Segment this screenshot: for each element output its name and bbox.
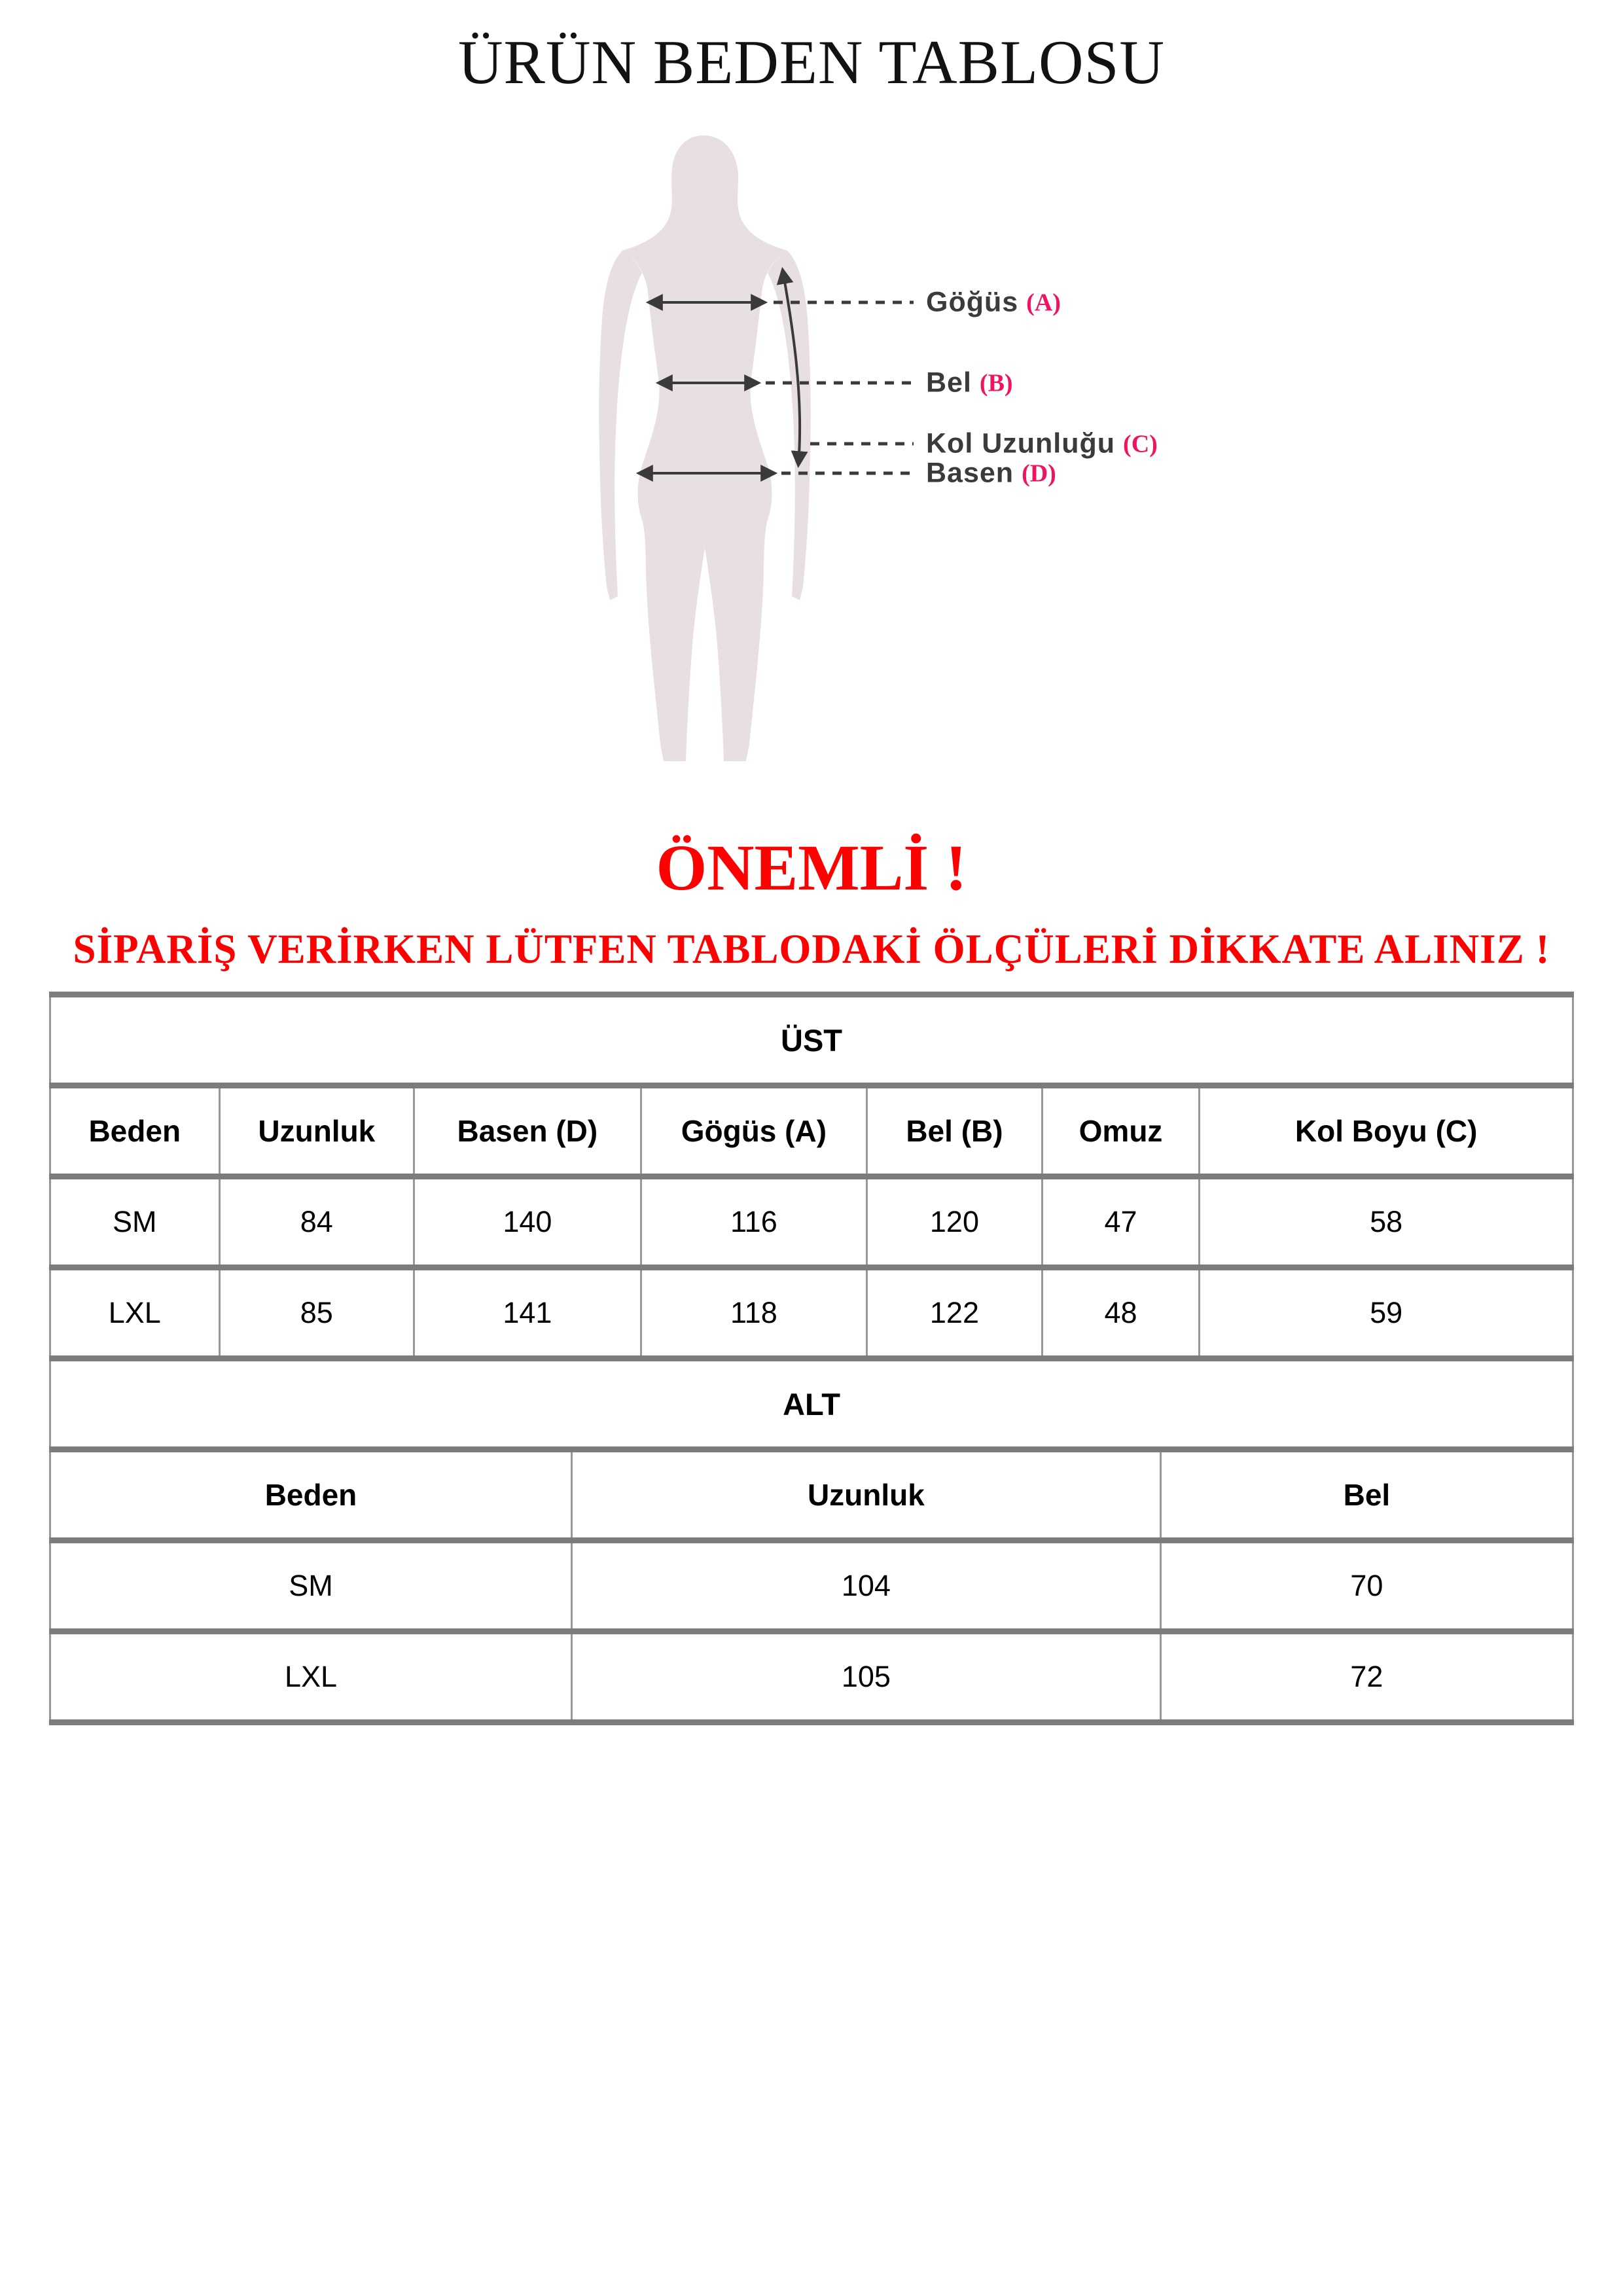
ust-lxl-kolboyu: 59: [1200, 1268, 1573, 1356]
ust-sm-gogus: 116: [641, 1177, 867, 1268]
ust-header-basen: Basen (D): [414, 1086, 641, 1177]
silhouette-left-arm: [599, 251, 642, 600]
alt-lxl-size: LXL: [50, 1632, 572, 1723]
label-hip-text: Basen: [926, 457, 1014, 489]
ust-header-bel: Bel (B): [867, 1086, 1043, 1177]
alt-sm-bel: 70: [1160, 1541, 1573, 1632]
table-row: [50, 1268, 1573, 1356]
label-waist: [926, 367, 1013, 399]
page-title: ÜRÜN BEDEN TABLOSU: [457, 27, 1166, 97]
alt-section-row: [50, 1359, 1573, 1450]
ust-lxl-size: LXL: [50, 1268, 220, 1356]
ust-sm-size: SM: [50, 1177, 220, 1268]
measurement-diagram: [543, 115, 1361, 779]
alt-lxl-bel: 72: [1160, 1632, 1573, 1723]
ust-lxl-basen: 141: [414, 1268, 641, 1356]
label-chest-letter: (A): [1026, 289, 1061, 316]
table-row: [50, 1177, 1573, 1268]
label-sleeve: [926, 428, 1158, 460]
alt-size-table: [49, 1355, 1574, 1725]
label-hip: [926, 457, 1056, 490]
ust-sm-bel: 120: [867, 1177, 1043, 1268]
ust-header-uzunluk: Uzunluk: [219, 1086, 414, 1177]
ust-header-gogus: Gögüs (A): [641, 1086, 867, 1177]
label-sleeve-text: Kol Uzunluğu: [926, 427, 1116, 459]
size-tables: [49, 992, 1574, 1725]
label-sleeve-letter: (C): [1123, 430, 1158, 457]
ust-sm-basen: 140: [414, 1177, 641, 1268]
table-row: [50, 1541, 1573, 1632]
alt-section-label: ALT: [50, 1359, 1573, 1450]
alt-header-row: [50, 1450, 1573, 1541]
ust-lxl-gogus: 118: [641, 1268, 867, 1356]
alt-header-beden: Beden: [50, 1450, 572, 1541]
ust-lxl-omuz: 48: [1042, 1268, 1200, 1356]
label-waist-text: Bel: [926, 367, 972, 399]
alt-sm-size: SM: [50, 1541, 572, 1632]
ust-header-row: [50, 1086, 1573, 1177]
ust-lxl-uzunluk: 85: [219, 1268, 414, 1356]
ust-sm-kolboyu: 58: [1200, 1177, 1573, 1268]
ust-section-row: [50, 995, 1573, 1086]
order-warning-text: SİPARİŞ VERİRKEN LÜTFEN TABLODAKİ ÖLÇÜLERİ DİKKATE ALINIZ !: [73, 926, 1550, 972]
label-hip-letter: (D): [1022, 459, 1056, 487]
ust-header-beden: Beden: [50, 1086, 220, 1177]
ust-section-label: ÜST: [50, 995, 1573, 1086]
ust-lxl-bel: 122: [867, 1268, 1043, 1356]
ust-sm-uzunluk: 84: [219, 1177, 414, 1268]
ust-sm-omuz: 47: [1042, 1177, 1200, 1268]
alt-header-uzunluk: Uzunluk: [571, 1450, 1160, 1541]
ust-header-omuz: Omuz: [1042, 1086, 1200, 1177]
female-silhouette: [622, 135, 787, 761]
alt-lxl-uzunluk: 105: [571, 1632, 1160, 1723]
alt-sm-uzunluk: 104: [571, 1541, 1160, 1632]
label-chest: [926, 287, 1061, 319]
table-row: [50, 1632, 1573, 1723]
ust-header-kolboyu: Kol Boyu (C): [1200, 1086, 1573, 1177]
ust-size-table: [49, 992, 1574, 1355]
important-heading: ÖNEMLİ !: [656, 831, 967, 904]
label-chest-text: Göğüs: [926, 286, 1019, 318]
alt-header-bel: Bel: [1160, 1450, 1573, 1541]
label-waist-letter: (B): [979, 369, 1013, 397]
